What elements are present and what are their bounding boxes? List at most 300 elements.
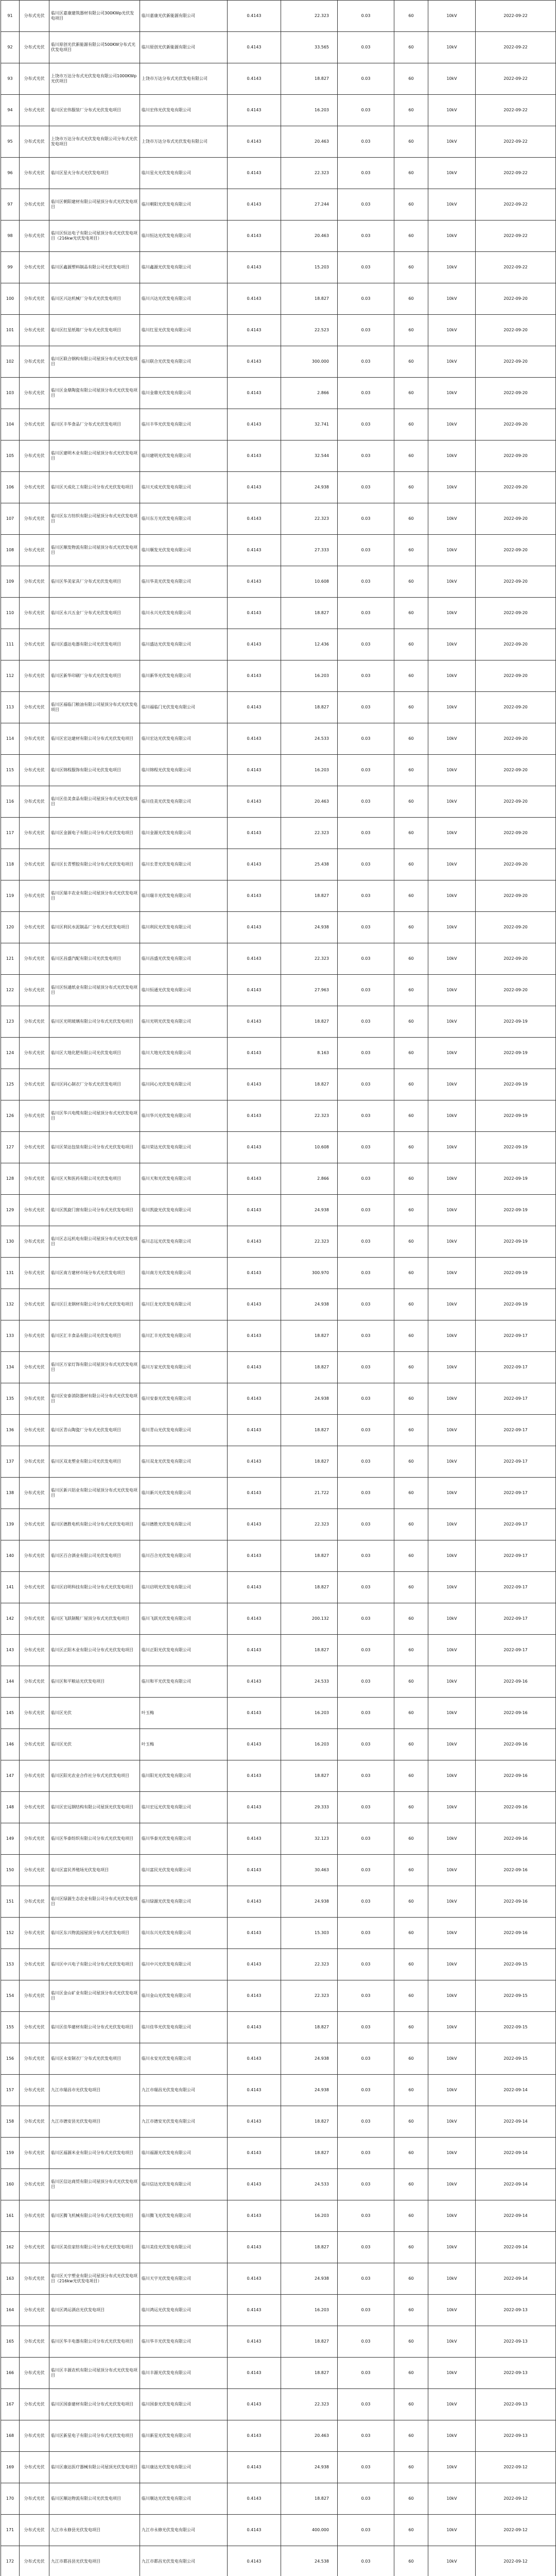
project-owner-cell: 临川新星光伏发电有限公司: [140, 2420, 228, 2452]
table-row: [1, 943, 556, 975]
subsidy-rate-cell: 0.03: [338, 629, 394, 660]
project-owner-cell: 临川恒达光伏发电有限公司: [140, 221, 228, 252]
table-row: [1, 63, 556, 95]
project-owner-cell: 临川华丰光伏发电有限公司: [140, 2326, 228, 2358]
grid-connection-date-cell: 2022-09-20: [476, 409, 556, 440]
table-row: [1, 1698, 556, 1729]
project-name-cell: 临川区万家灯饰有限公司屋顶分布式光伏发电项目: [49, 1352, 140, 1383]
project-name-cell: 临川区凯旋门窗有限公司分布式光伏发电项目: [49, 1195, 140, 1226]
project-category-cell: 分布式光伏: [20, 2358, 49, 2389]
project-category-cell: 分布式光伏: [20, 1760, 49, 1792]
electricity-price-cell: 0.4143: [228, 1949, 281, 1980]
row-number-cell: 152: [1, 1918, 20, 1949]
voltage-level-cell: 10kV: [428, 535, 476, 566]
grid-connection-date-cell: 2022-09-14: [476, 2263, 556, 2295]
installed-capacity-cell: 400.000: [281, 2515, 338, 2546]
project-name-cell: 临川区腾飞机械有限公司分布式光伏发电项目: [49, 2200, 140, 2232]
electricity-price-cell: 0.4143: [228, 660, 281, 692]
grid-connection-date-cell: 2022-09-20: [476, 378, 556, 409]
table-row: [1, 535, 556, 566]
subsidy-rate-cell: 0.03: [338, 2169, 394, 2200]
project-category-cell: 分布式光伏: [20, 1226, 49, 1258]
row-number-cell: 134: [1, 1352, 20, 1383]
electricity-price-cell: 0.4143: [228, 2546, 281, 2576]
period-months-cell: 60: [394, 1698, 428, 1729]
project-category-cell: 分布式光伏: [20, 126, 49, 158]
subsidy-rate-cell: 0.03: [338, 1163, 394, 1195]
installed-capacity-cell: 24.938: [281, 2043, 338, 2075]
subsidy-rate-cell: 0.03: [338, 566, 394, 598]
grid-connection-date-cell: 2022-09-20: [476, 566, 556, 598]
voltage-level-cell: 10kV: [428, 1666, 476, 1698]
electricity-price-cell: 0.4143: [228, 378, 281, 409]
row-number-cell: 164: [1, 2295, 20, 2326]
project-owner-cell: 临川巨龙光伏发电有限公司: [140, 1289, 228, 1320]
voltage-level-cell: 10kV: [428, 2358, 476, 2389]
subsidy-rate-cell: 0.03: [338, 1855, 394, 1886]
subsidy-rate-cell: 0.03: [338, 1132, 394, 1163]
installed-capacity-cell: 18.827: [281, 2483, 338, 2515]
electricity-price-cell: 0.4143: [228, 2515, 281, 2546]
installed-capacity-cell: 12.436: [281, 629, 338, 660]
grid-connection-date-cell: 2022-09-16: [476, 1729, 556, 1760]
project-owner-cell: 临川金山光伏发电有限公司: [140, 1980, 228, 2012]
subsidy-rate-cell: 0.03: [338, 1823, 394, 1855]
electricity-price-cell: 0.4143: [228, 1698, 281, 1729]
period-months-cell: 60: [394, 1038, 428, 1069]
electricity-price-cell: 0.4143: [228, 2138, 281, 2169]
electricity-price-cell: 0.4143: [228, 63, 281, 95]
project-category-cell: 分布式光伏: [20, 1886, 49, 1918]
project-owner-cell: 临川双龙光伏发电有限公司: [140, 1446, 228, 1478]
subsidy-rate-cell: 0.03: [338, 1540, 394, 1572]
project-name-cell: 九江市德安县光伏发电项目: [49, 2106, 140, 2138]
grid-connection-date-cell: 2022-09-20: [476, 786, 556, 818]
project-category-cell: 分布式光伏: [20, 660, 49, 692]
project-name-cell: 临川区天和医药有限公司光伏发电项目: [49, 1163, 140, 1195]
grid-connection-date-cell: 2022-09-20: [476, 755, 556, 786]
project-category-cell: 分布式光伏: [20, 1949, 49, 1980]
project-category-cell: 分布式光伏: [20, 2546, 49, 2576]
project-name-cell: 临川区永兴五金厂分布式光伏发电项目: [49, 598, 140, 629]
installed-capacity-cell: 27.963: [281, 975, 338, 1006]
subsidy-rate-cell: 0.03: [338, 32, 394, 63]
project-category-cell: 分布式光伏: [20, 32, 49, 63]
voltage-level-cell: 10kV: [428, 1509, 476, 1540]
period-months-cell: 60: [394, 1509, 428, 1540]
project-category-cell: 分布式光伏: [20, 786, 49, 818]
project-owner-cell: 临川瑞丰光伏发电有限公司: [140, 880, 228, 912]
voltage-level-cell: 10kV: [428, 2483, 476, 2515]
grid-connection-date-cell: 2022-09-22: [476, 189, 556, 221]
period-months-cell: 60: [394, 1540, 428, 1572]
subsidy-rate-cell: 0.03: [338, 2452, 394, 2483]
project-category-cell: 分布式光伏: [20, 818, 49, 849]
installed-capacity-cell: 18.827: [281, 1446, 338, 1478]
period-months-cell: 60: [394, 346, 428, 378]
grid-connection-date-cell: 2022-09-20: [476, 346, 556, 378]
project-category-cell: 分布式光伏: [20, 189, 49, 221]
project-name-cell: 临川区利民水泥制品厂分布式光伏发电项目: [49, 912, 140, 943]
project-owner-cell: 叶玉梅: [140, 1729, 228, 1760]
table-row: [1, 472, 556, 503]
period-months-cell: 60: [394, 1446, 428, 1478]
row-number-cell: 161: [1, 2200, 20, 2232]
subsidy-rate-cell: 0.03: [338, 818, 394, 849]
voltage-level-cell: 10kV: [428, 1760, 476, 1792]
installed-capacity-cell: 20.463: [281, 221, 338, 252]
project-name-cell: 临川区恒达电子有限公司屋顶分布式光伏发电项目（216kw光伏发电项目）: [49, 221, 140, 252]
table-row: [1, 1509, 556, 1540]
table-row: [1, 1760, 556, 1792]
installed-capacity-cell: 18.827: [281, 1069, 338, 1100]
period-months-cell: 60: [394, 2232, 428, 2263]
row-number-cell: 106: [1, 472, 20, 503]
project-category-cell: 分布式光伏: [20, 2295, 49, 2326]
electricity-price-cell: 0.4143: [228, 975, 281, 1006]
project-category-cell: 分布式光伏: [20, 1415, 49, 1446]
voltage-level-cell: 10kV: [428, 1226, 476, 1258]
period-months-cell: 60: [394, 943, 428, 975]
project-category-cell: 分布式光伏: [20, 2420, 49, 2452]
table-row: [1, 2232, 556, 2263]
subsidy-rate-cell: 0.03: [338, 849, 394, 880]
voltage-level-cell: 10kV: [428, 1069, 476, 1100]
installed-capacity-cell: 18.827: [281, 692, 338, 723]
table-row: [1, 660, 556, 692]
row-number-cell: 95: [1, 126, 20, 158]
project-owner-cell: 临川兴达光伏发电有限公司: [140, 283, 228, 315]
grid-connection-date-cell: 2022-09-20: [476, 315, 556, 346]
installed-capacity-cell: 2.866: [281, 1163, 338, 1195]
electricity-price-cell: 0.4143: [228, 1226, 281, 1258]
voltage-level-cell: 10kV: [428, 2546, 476, 2576]
period-months-cell: 60: [394, 1258, 428, 1289]
project-category-cell: 分布式光伏: [20, 755, 49, 786]
subsidy-rate-cell: 0.03: [338, 2232, 394, 2263]
row-number-cell: 143: [1, 1635, 20, 1666]
period-months-cell: 60: [394, 2295, 428, 2326]
table-row: [1, 2043, 556, 2075]
installed-capacity-cell: 24.938: [281, 2075, 338, 2106]
period-months-cell: 60: [394, 880, 428, 912]
voltage-level-cell: 10kV: [428, 126, 476, 158]
grid-connection-date-cell: 2022-09-20: [476, 503, 556, 535]
grid-connection-date-cell: 2022-09-17: [476, 1635, 556, 1666]
subsidy-rate-cell: 0.03: [338, 2295, 394, 2326]
installed-capacity-cell: 22.323: [281, 818, 338, 849]
grid-connection-date-cell: 2022-09-17: [476, 1320, 556, 1352]
grid-connection-date-cell: 2022-09-17: [476, 1540, 556, 1572]
row-number-cell: 96: [1, 158, 20, 189]
project-owner-cell: 临川阳光光伏发电有限公司: [140, 1760, 228, 1792]
project-owner-cell: 临川和平光伏发电有限公司: [140, 1666, 228, 1698]
electricity-price-cell: 0.4143: [228, 629, 281, 660]
table-row: [1, 1572, 556, 1603]
project-owner-cell: 临川新华光伏发电有限公司: [140, 660, 228, 692]
project-owner-cell: 临川大地光伏发电有限公司: [140, 1038, 228, 1069]
installed-capacity-cell: 300.000: [281, 346, 338, 378]
project-owner-cell: 叶玉梅: [140, 1698, 228, 1729]
table-row: [1, 1415, 556, 1446]
electricity-price-cell: 0.4143: [228, 1478, 281, 1509]
grid-connection-date-cell: 2022-09-14: [476, 2106, 556, 2138]
grid-connection-date-cell: 2022-09-20: [476, 283, 556, 315]
grid-connection-date-cell: 2022-09-20: [476, 472, 556, 503]
electricity-price-cell: 0.4143: [228, 2232, 281, 2263]
project-category-cell: 分布式光伏: [20, 912, 49, 943]
table-row: [1, 2012, 556, 2043]
project-name-cell: 临川区华美家具厂分布式光伏发电项目: [49, 566, 140, 598]
project-owner-cell: 九江市瑞昌光伏发电有限公司: [140, 2075, 228, 2106]
voltage-level-cell: 10kV: [428, 1572, 476, 1603]
period-months-cell: 60: [394, 660, 428, 692]
project-name-cell: 临川区金山矿业有限公司屋顶分布式光伏发电项目: [49, 1980, 140, 2012]
voltage-level-cell: 10kV: [428, 1, 476, 32]
project-owner-cell: 临川联合光伏发电有限公司: [140, 346, 228, 378]
row-number-cell: 137: [1, 1446, 20, 1478]
row-number-cell: 98: [1, 221, 20, 252]
voltage-level-cell: 10kV: [428, 2138, 476, 2169]
voltage-level-cell: 10kV: [428, 786, 476, 818]
project-name-cell: 临川区天成化工有限公司分布式光伏发电项目: [49, 472, 140, 503]
grid-connection-date-cell: 2022-09-17: [476, 1603, 556, 1635]
installed-capacity-cell: 33.565: [281, 32, 338, 63]
project-name-cell: 临川区东方纺织有限公司屋顶分布式光伏发电项目: [49, 503, 140, 535]
project-name-cell: 临川区恒通纸业有限公司屋顶分布式光伏发电项目: [49, 975, 140, 1006]
electricity-price-cell: 0.4143: [228, 472, 281, 503]
project-category-cell: 分布式光伏: [20, 535, 49, 566]
period-months-cell: 60: [394, 1383, 428, 1415]
voltage-level-cell: 10kV: [428, 315, 476, 346]
grid-connection-date-cell: 2022-09-16: [476, 1823, 556, 1855]
row-number-cell: 141: [1, 1572, 20, 1603]
subsidy-rate-cell: 0.03: [338, 1100, 394, 1132]
electricity-price-cell: 0.4143: [228, 786, 281, 818]
electricity-price-cell: 0.4143: [228, 818, 281, 849]
project-name-cell: 临川区双龙塑业有限公司光伏发电项目: [49, 1446, 140, 1478]
installed-capacity-cell: 22.323: [281, 1980, 338, 2012]
period-months-cell: 60: [394, 2263, 428, 2295]
project-name-cell: 临川区福临门粮油有限公司屋顶分布式光伏发电项目: [49, 692, 140, 723]
electricity-price-cell: 0.4143: [228, 1415, 281, 1446]
project-category-cell: 分布式光伏: [20, 1163, 49, 1195]
period-months-cell: 60: [394, 566, 428, 598]
row-number-cell: 165: [1, 2326, 20, 2358]
project-category-cell: 分布式光伏: [20, 2515, 49, 2546]
table-row: [1, 2389, 556, 2420]
table-row: [1, 2546, 556, 2576]
project-category-cell: 分布式光伏: [20, 283, 49, 315]
period-months-cell: 60: [394, 1918, 428, 1949]
table-row: [1, 1289, 556, 1320]
project-category-cell: 分布式光伏: [20, 1918, 49, 1949]
period-months-cell: 60: [394, 409, 428, 440]
row-number-cell: 135: [1, 1383, 20, 1415]
project-owner-cell: 临川嘉康光伏新能源有限公司: [140, 1, 228, 32]
row-number-cell: 114: [1, 723, 20, 755]
subsidy-rate-cell: 0.03: [338, 1603, 394, 1635]
table-row: [1, 566, 556, 598]
project-category-cell: 分布式光伏: [20, 1698, 49, 1729]
electricity-price-cell: 0.4143: [228, 2452, 281, 2483]
voltage-level-cell: 10kV: [428, 221, 476, 252]
period-months-cell: 60: [394, 1886, 428, 1918]
project-category-cell: 分布式光伏: [20, 1855, 49, 1886]
grid-connection-date-cell: 2022-09-22: [476, 95, 556, 126]
table-row: [1, 1918, 556, 1949]
voltage-level-cell: 10kV: [428, 1949, 476, 1980]
installed-capacity-cell: 300.970: [281, 1258, 338, 1289]
project-category-cell: 分布式光伏: [20, 1132, 49, 1163]
installed-capacity-cell: 16.203: [281, 660, 338, 692]
project-category-cell: 分布式光伏: [20, 2075, 49, 2106]
project-owner-cell: 临川盛达光伏发电有限公司: [140, 629, 228, 660]
voltage-level-cell: 10kV: [428, 158, 476, 189]
installed-capacity-cell: 18.827: [281, 1760, 338, 1792]
electricity-price-cell: 0.4143: [228, 252, 281, 283]
project-name-cell: 九江市都昌县光伏发电项目: [49, 2546, 140, 2576]
project-owner-cell: 上饶市万达分布式光伏发电有限公司: [140, 126, 228, 158]
electricity-price-cell: 0.4143: [228, 1, 281, 32]
voltage-level-cell: 10kV: [428, 2295, 476, 2326]
table-row: [1, 818, 556, 849]
voltage-level-cell: 10kV: [428, 189, 476, 221]
period-months-cell: 60: [394, 2326, 428, 2358]
subsidy-rate-cell: 0.03: [338, 2483, 394, 2515]
subsidy-rate-cell: 0.03: [338, 1258, 394, 1289]
period-months-cell: 60: [394, 1572, 428, 1603]
project-category-cell: 分布式光伏: [20, 598, 49, 629]
electricity-price-cell: 0.4143: [228, 1823, 281, 1855]
project-category-cell: 分布式光伏: [20, 2043, 49, 2075]
period-months-cell: 60: [394, 723, 428, 755]
row-number-cell: 159: [1, 2138, 20, 2169]
row-number-cell: 153: [1, 1949, 20, 1980]
installed-capacity-cell: 18.827: [281, 880, 338, 912]
period-months-cell: 60: [394, 1289, 428, 1320]
project-owner-cell: 九江市都昌光伏发电有限公司: [140, 2546, 228, 2576]
subsidy-rate-cell: 0.03: [338, 1698, 394, 1729]
project-name-cell: 临川区丰源农机有限公司屋顶分布式光伏发电项目: [49, 2358, 140, 2389]
project-category-cell: 分布式光伏: [20, 1666, 49, 1698]
row-number-cell: 139: [1, 1509, 20, 1540]
table-row: [1, 1163, 556, 1195]
voltage-level-cell: 10kV: [428, 1980, 476, 2012]
project-name-cell: 临川区南方建材市场分布式光伏发电项目: [49, 1258, 140, 1289]
period-months-cell: 60: [394, 1949, 428, 1980]
project-category-cell: 分布式光伏: [20, 1383, 49, 1415]
table-row: [1, 2106, 556, 2138]
project-name-cell: 临川区长青塑胶有限公司分布式光伏发电项目: [49, 849, 140, 880]
row-number-cell: 104: [1, 409, 20, 440]
project-owner-cell: 临川康达光伏发电有限公司: [140, 2452, 228, 2483]
voltage-level-cell: 10kV: [428, 1446, 476, 1478]
project-owner-cell: 临川锦程光伏发电有限公司: [140, 755, 228, 786]
period-months-cell: 60: [394, 2043, 428, 2075]
installed-capacity-cell: 27.244: [281, 189, 338, 221]
project-owner-cell: 临川腾飞光伏发电有限公司: [140, 2200, 228, 2232]
installed-capacity-cell: 20.463: [281, 126, 338, 158]
project-category-cell: 分布式光伏: [20, 1823, 49, 1855]
project-name-cell: 临川区星火分布式光伏发电项目: [49, 158, 140, 189]
grid-connection-date-cell: 2022-09-12: [476, 2546, 556, 2576]
period-months-cell: 60: [394, 2012, 428, 2043]
electricity-price-cell: 0.4143: [228, 2075, 281, 2106]
project-category-cell: 分布式光伏: [20, 1320, 49, 1352]
period-months-cell: 60: [394, 2389, 428, 2420]
project-category-cell: 分布式光伏: [20, 221, 49, 252]
electricity-price-cell: 0.4143: [228, 1038, 281, 1069]
period-months-cell: 60: [394, 1100, 428, 1132]
electricity-price-cell: 0.4143: [228, 1792, 281, 1823]
electricity-price-cell: 0.4143: [228, 2326, 281, 2358]
table-row: [1, 849, 556, 880]
project-name-cell: 九江市瑞昌市光伏发电项目: [49, 2075, 140, 2106]
grid-connection-date-cell: 2022-09-22: [476, 126, 556, 158]
row-number-cell: 97: [1, 189, 20, 221]
voltage-level-cell: 10kV: [428, 2389, 476, 2420]
project-owner-cell: 临川佳华光伏发电有限公司: [140, 2012, 228, 2043]
project-name-cell: 临川区光伏: [49, 1729, 140, 1760]
voltage-level-cell: 10kV: [428, 1792, 476, 1823]
project-name-cell: 临川区佳美食品有限公司屋顶分布式光伏发电项目: [49, 786, 140, 818]
project-owner-cell: 临川安泰光伏发电有限公司: [140, 1383, 228, 1415]
grid-connection-date-cell: 2022-09-14: [476, 2232, 556, 2263]
project-name-cell: 临川区康达医疗器械有限公司屋顶光伏发电项目: [49, 2452, 140, 2483]
voltage-level-cell: 10kV: [428, 503, 476, 535]
installed-capacity-cell: 16.203: [281, 95, 338, 126]
installed-capacity-cell: 22.323: [281, 1226, 338, 1258]
project-category-cell: 分布式光伏: [20, 1540, 49, 1572]
project-owner-cell: 临川永安光伏发电有限公司: [140, 2043, 228, 2075]
installed-capacity-cell: 16.203: [281, 1729, 338, 1760]
period-months-cell: 60: [394, 1006, 428, 1038]
row-number-cell: 108: [1, 535, 20, 566]
electricity-price-cell: 0.4143: [228, 1100, 281, 1132]
period-months-cell: 60: [394, 598, 428, 629]
installed-capacity-cell: 27.333: [281, 535, 338, 566]
table-row: [1, 1855, 556, 1886]
project-owner-cell: 临川东方光伏发电有限公司: [140, 503, 228, 535]
subsidy-rate-cell: 0.03: [338, 2200, 394, 2232]
project-owner-cell: 临川中兴光伏发电有限公司: [140, 1949, 228, 1980]
project-category-cell: 分布式光伏: [20, 2452, 49, 2483]
project-name-cell: 临川区天宇塑业有限公司屋顶分布式光伏发电项目（216kw光伏发电项目）: [49, 2263, 140, 2295]
project-owner-cell: 临川同心光伏发电有限公司: [140, 1069, 228, 1100]
grid-connection-date-cell: 2022-09-20: [476, 660, 556, 692]
period-months-cell: 60: [394, 2452, 428, 2483]
table-row: [1, 315, 556, 346]
project-category-cell: 分布式光伏: [20, 849, 49, 880]
grid-connection-date-cell: 2022-09-16: [476, 1918, 556, 1949]
project-name-cell: 临川区新兴铝业有限公司屋顶分布式光伏发电项目: [49, 1478, 140, 1509]
project-owner-cell: 上饶市万达分布式光伏发电有限公司: [140, 63, 228, 95]
period-months-cell: 60: [394, 1069, 428, 1100]
voltage-level-cell: 10kV: [428, 1195, 476, 1226]
project-name-cell: 临川区德胜电机有限公司分布式光伏发电项目: [49, 1509, 140, 1540]
period-months-cell: 60: [394, 1603, 428, 1635]
installed-capacity-cell: 24.938: [281, 912, 338, 943]
row-number-cell: 94: [1, 95, 20, 126]
installed-capacity-cell: 200.132: [281, 1603, 338, 1635]
electricity-price-cell: 0.4143: [228, 880, 281, 912]
project-name-cell: 临川区阳光农业合作社分布式光伏发电项目: [49, 1760, 140, 1792]
electricity-price-cell: 0.4143: [228, 755, 281, 786]
installed-capacity-cell: 32.741: [281, 409, 338, 440]
project-name-cell: 临川区中兴电子有限公司分布式光伏发电项目: [49, 1949, 140, 1980]
installed-capacity-cell: 18.827: [281, 1415, 338, 1446]
